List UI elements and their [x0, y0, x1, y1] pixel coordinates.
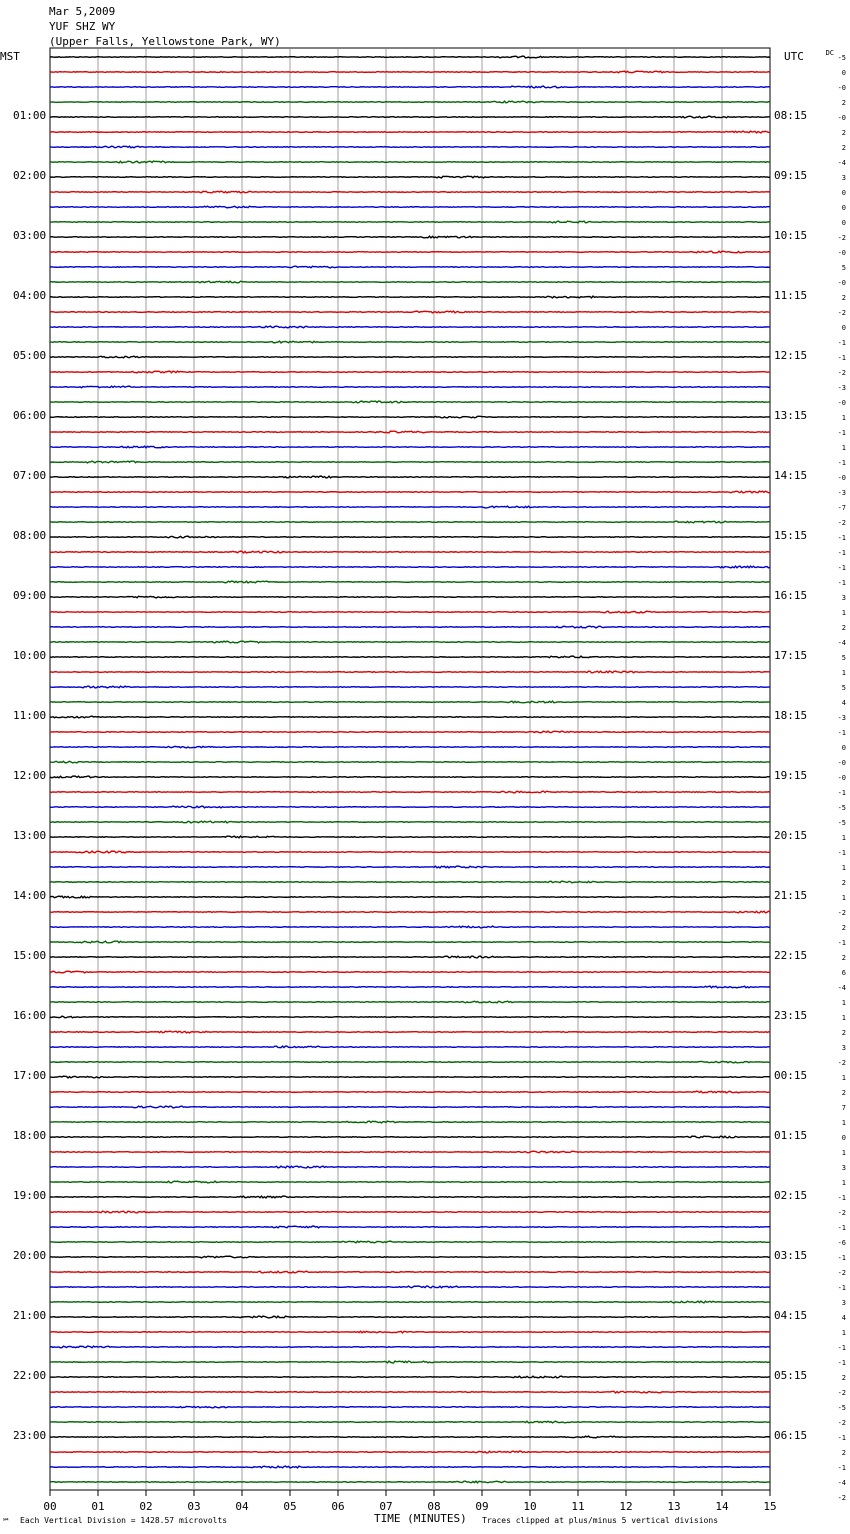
dc-offset-value: -1 [837, 1224, 846, 1232]
utc-hour-label: 14:15 [774, 469, 808, 482]
dc-offset-value: -0 [837, 474, 846, 482]
mst-hour-label: 20:00 [13, 1249, 47, 1262]
dc-offset-value: -3 [837, 714, 846, 722]
dc-offset-value: -1 [837, 789, 846, 797]
dc-offset-value: 0 [841, 204, 846, 212]
seismic-trace [50, 986, 770, 988]
dc-offset-value: 1 [841, 1179, 846, 1187]
seismic-trace [50, 1046, 770, 1048]
seismic-trace [50, 71, 770, 73]
seismic-trace [50, 1436, 770, 1438]
mst-axis-label: MST [0, 50, 20, 63]
seismic-trace [50, 611, 770, 613]
utc-hour-label: 19:15 [774, 769, 808, 782]
dc-offset-value: -1 [837, 1434, 846, 1442]
mst-hour-label: 02:00 [13, 169, 47, 182]
mst-hour-label: 23:00 [13, 1429, 47, 1442]
dc-offset-value: 1 [841, 414, 846, 422]
seismic-trace [50, 671, 770, 673]
utc-hour-label: 13:15 [774, 409, 808, 422]
seismic-trace [50, 296, 770, 298]
utc-hour-label: 01:15 [774, 1129, 808, 1142]
dc-offset-value: 2 [841, 879, 846, 887]
dc-offset-value: 5 [841, 654, 846, 662]
x-tick-label: 13 [667, 1500, 681, 1513]
dc-offset-value: 7 [841, 1104, 846, 1112]
x-tick-label: 04 [235, 1500, 249, 1513]
seismic-trace [50, 1316, 770, 1318]
seismic-trace [50, 86, 770, 88]
seismic-trace [50, 461, 770, 463]
dc-offset-value: -0 [837, 84, 846, 92]
dc-offset-value: 5 [841, 264, 846, 272]
dc-offset-value: 4 [841, 1314, 846, 1322]
seismic-trace [50, 356, 770, 358]
seismic-trace [50, 821, 770, 823]
seismic-trace [50, 491, 770, 493]
dc-offset-value: 0 [841, 219, 846, 227]
dc-offset-value: -5 [837, 1404, 846, 1412]
dc-offset-value: -2 [837, 519, 846, 527]
dc-offset-value: 2 [841, 1449, 846, 1457]
header-station: YUF SHZ WY [49, 20, 116, 33]
seismic-trace [50, 326, 770, 328]
seismic-trace [50, 626, 770, 628]
dc-offset-value: -2 [837, 1059, 846, 1067]
seismic-trace [50, 1481, 770, 1483]
seismic-trace [50, 1286, 770, 1288]
dc-offset-value: 1 [841, 1119, 846, 1127]
dc-offset-value: 2 [841, 954, 846, 962]
dc-offset-value: -2 [837, 1419, 846, 1427]
dc-offset-value: -1 [837, 1464, 846, 1472]
dc-offset-value: 0 [841, 744, 846, 752]
seismic-trace [50, 1076, 770, 1078]
dc-offset-value: 3 [841, 1299, 846, 1307]
seismic-trace [50, 716, 770, 718]
utc-hour-label: 10:15 [774, 229, 808, 242]
seismic-trace [50, 101, 770, 103]
seismic-trace [50, 1211, 770, 1213]
seismic-trace [50, 1121, 770, 1123]
mst-hour-label: 07:00 [13, 469, 47, 482]
seismic-trace [50, 1136, 770, 1138]
dc-offset-value: -1 [837, 549, 846, 557]
seismic-trace [50, 1016, 770, 1018]
seismic-trace [50, 371, 770, 373]
mst-hour-label: 12:00 [13, 769, 47, 782]
dc-offset-value: 1 [841, 609, 846, 617]
dc-offset-value: -0 [837, 759, 846, 767]
dc-offset-value: -0 [837, 249, 846, 257]
dc-offset-value: -0 [837, 399, 846, 407]
x-tick-label: 01 [91, 1500, 105, 1513]
utc-axis-label: UTC [784, 50, 804, 63]
seismic-trace [50, 251, 770, 253]
dc-offset-value: 1 [841, 1329, 846, 1337]
dc-offset-value: -4 [837, 1479, 846, 1487]
mst-hour-label: 13:00 [13, 829, 47, 842]
seismic-trace [50, 266, 770, 268]
seismic-trace [50, 1466, 770, 1468]
utc-hour-label: 15:15 [774, 529, 808, 542]
dc-offset-value: -6 [837, 1239, 846, 1247]
seismic-trace [50, 941, 770, 943]
seismic-trace [50, 1196, 770, 1198]
dc-offset-value: 1 [841, 669, 846, 677]
header-location: (Upper Falls, Yellowstone Park, WY) [49, 35, 281, 48]
mst-hour-label: 11:00 [13, 709, 47, 722]
seismic-trace [50, 56, 770, 58]
dc-offset-value: 1 [841, 1014, 846, 1022]
dc-offset-value: -0 [837, 114, 846, 122]
seismic-trace [50, 956, 770, 958]
seismic-trace [50, 1166, 770, 1168]
dc-offset-value: -7 [837, 504, 846, 512]
utc-hour-label: 22:15 [774, 949, 808, 962]
mst-hour-label: 05:00 [13, 349, 47, 362]
mst-hour-label: 10:00 [13, 649, 47, 662]
seismic-trace [50, 971, 770, 973]
seismic-trace [50, 386, 770, 388]
dc-offset-value: -1 [837, 1254, 846, 1262]
mst-hour-label: 16:00 [13, 1009, 47, 1022]
seismic-trace [50, 776, 770, 778]
utc-hour-label: 06:15 [774, 1429, 808, 1442]
dc-label: DC [825, 49, 834, 57]
dc-offset-value: -2 [837, 1494, 846, 1502]
dc-offset-value: 2 [841, 1374, 846, 1382]
dc-offset-value: -2 [837, 234, 846, 242]
dc-offset-value: -5 [837, 804, 846, 812]
seismic-trace [50, 596, 770, 598]
dc-offset-value: 3 [841, 1164, 846, 1172]
mst-hour-label: 22:00 [13, 1369, 47, 1382]
utc-hour-label: 12:15 [774, 349, 808, 362]
dc-offset-value: 1 [841, 1149, 846, 1157]
utc-hour-label: 17:15 [774, 649, 808, 662]
seismic-trace [50, 131, 770, 133]
dc-offset-value: -1 [837, 1284, 846, 1292]
dc-offset-value: -3 [837, 384, 846, 392]
x-tick-label: 03 [187, 1500, 201, 1513]
plot-frame [50, 48, 770, 1490]
seismic-trace [50, 566, 770, 568]
dc-offset-value: -1 [837, 729, 846, 737]
seismic-trace [50, 1151, 770, 1153]
seismic-trace [50, 911, 770, 913]
dc-offset-value: 0 [841, 189, 846, 197]
dc-offset-value: 3 [841, 594, 846, 602]
seismic-trace [50, 221, 770, 223]
seismic-trace [50, 1061, 770, 1063]
dc-offset-value: 6 [841, 969, 846, 977]
dc-offset-value: -1 [837, 849, 846, 857]
x-tick-label: 12 [619, 1500, 633, 1513]
dc-offset-value: 5 [841, 684, 846, 692]
dc-offset-value: 0 [841, 1134, 846, 1142]
seismic-trace [50, 746, 770, 748]
dc-offset-value: -1 [837, 579, 846, 587]
seismic-trace [50, 311, 770, 313]
seismic-trace [50, 1106, 770, 1108]
dc-offset-value: 4 [841, 699, 846, 707]
dc-offset-value: -1 [837, 1194, 846, 1202]
dc-offset-value: 3 [841, 1044, 846, 1052]
seismic-trace [50, 506, 770, 508]
seismic-trace [50, 881, 770, 883]
seismic-trace [50, 416, 770, 418]
seismic-trace [50, 851, 770, 853]
x-tick-label: 15 [763, 1500, 777, 1513]
mst-hour-label: 03:00 [13, 229, 47, 242]
mst-hour-label: 08:00 [13, 529, 47, 542]
dc-offset-value: -4 [837, 984, 846, 992]
dc-offset-value: -2 [837, 1269, 846, 1277]
utc-hour-label: 00:15 [774, 1069, 808, 1082]
dc-offset-value: 1 [841, 894, 846, 902]
seismic-trace [50, 431, 770, 433]
x-tick-label: 02 [139, 1500, 153, 1513]
dc-offset-value: 1 [841, 999, 846, 1007]
dc-offset-value: 1 [841, 444, 846, 452]
seismic-trace [50, 1376, 770, 1378]
seismic-trace [50, 401, 770, 403]
seismic-trace [50, 836, 770, 838]
mst-hour-label: 04:00 [13, 289, 47, 302]
seismic-trace [50, 176, 770, 178]
seismic-trace [50, 701, 770, 703]
seismic-trace [50, 1256, 770, 1258]
seismic-trace [50, 1226, 770, 1228]
dc-offset-value: 2 [841, 924, 846, 932]
clip-note: Traces clipped at plus/minus 5 vertical divisions [482, 1516, 719, 1525]
seismic-trace [50, 1451, 770, 1453]
seismic-trace [50, 926, 770, 928]
seismic-trace [50, 1001, 770, 1003]
dc-offset-value: -1 [837, 339, 846, 347]
dc-offset-value: 2 [841, 1089, 846, 1097]
utc-hour-label: 18:15 [774, 709, 808, 722]
seismic-trace [50, 581, 770, 583]
seismic-trace [50, 191, 770, 193]
seismic-trace [50, 1346, 770, 1348]
seismic-trace [50, 1361, 770, 1363]
dc-offset-value: 2 [841, 129, 846, 137]
utc-hour-label: 03:15 [774, 1249, 808, 1262]
mst-hour-label: 06:00 [13, 409, 47, 422]
x-tick-label: 09 [475, 1500, 489, 1513]
mst-hour-label: 19:00 [13, 1189, 47, 1202]
seismic-trace [50, 791, 770, 793]
utc-hour-label: 20:15 [774, 829, 808, 842]
seismic-trace [50, 1331, 770, 1333]
dc-offset-value: 2 [841, 99, 846, 107]
utc-hour-label: 16:15 [774, 589, 808, 602]
corner-mark: ℠ [2, 1517, 11, 1526]
utc-hour-label: 11:15 [774, 289, 808, 302]
dc-offset-value: 2 [841, 624, 846, 632]
dc-offset-value: -4 [837, 639, 846, 647]
seismic-trace [50, 896, 770, 898]
dc-offset-value: -1 [837, 534, 846, 542]
dc-offset-value: -4 [837, 159, 846, 167]
dc-offset-value: -1 [837, 354, 846, 362]
mst-hour-label: 14:00 [13, 889, 47, 902]
dc-offset-value: -1 [837, 1344, 846, 1352]
x-tick-label: 14 [715, 1500, 729, 1513]
x-tick-label: 06 [331, 1500, 345, 1513]
dc-offset-value: -1 [837, 564, 846, 572]
dc-offset-value: -2 [837, 1209, 846, 1217]
dc-offset-value: -5 [837, 819, 846, 827]
seismic-trace [50, 236, 770, 238]
dc-offset-value: -5 [837, 54, 846, 62]
seismic-trace [50, 206, 770, 208]
dc-offset-value: -1 [837, 1359, 846, 1367]
utc-hour-label: 05:15 [774, 1369, 808, 1382]
mst-hour-label: 01:00 [13, 109, 47, 122]
seismic-trace [50, 446, 770, 448]
utc-hour-label: 21:15 [774, 889, 808, 902]
dc-offset-value: -1 [837, 939, 846, 947]
dc-offset-value: -0 [837, 774, 846, 782]
dc-offset-value: 1 [841, 1074, 846, 1082]
dc-offset-value: -2 [837, 309, 846, 317]
seismic-trace [50, 656, 770, 658]
seismic-trace [50, 1391, 770, 1393]
utc-hour-label: 02:15 [774, 1189, 808, 1202]
dc-offset-value: -3 [837, 489, 846, 497]
seismic-trace [50, 161, 770, 163]
x-axis-title: TIME (MINUTES) [374, 1512, 467, 1525]
seismic-trace [50, 761, 770, 763]
dc-offset-value: -0 [837, 279, 846, 287]
x-tick-label: 08 [427, 1500, 441, 1513]
seismic-trace [50, 281, 770, 283]
seismic-trace [50, 686, 770, 688]
x-tick-label: 00 [43, 1500, 57, 1513]
dc-offset-value: -2 [837, 369, 846, 377]
seismic-trace [50, 146, 770, 148]
seismic-trace [50, 1421, 770, 1423]
utc-hour-label: 04:15 [774, 1309, 808, 1322]
seismic-trace [50, 641, 770, 643]
dc-offset-value: 2 [841, 294, 846, 302]
mst-hour-label: 21:00 [13, 1309, 47, 1322]
seismic-trace [50, 1301, 770, 1303]
header-date: Mar 5,2009 [49, 5, 116, 18]
seismic-trace [50, 1181, 770, 1183]
seismic-trace [50, 521, 770, 523]
mst-hour-label: 09:00 [13, 589, 47, 602]
x-tick-label: 05 [283, 1500, 297, 1513]
dc-offset-value: -1 [837, 429, 846, 437]
utc-hour-label: 23:15 [774, 1009, 808, 1022]
dc-offset-value: 1 [841, 834, 846, 842]
dc-offset-value: -1 [837, 459, 846, 467]
x-tick-label: 11 [571, 1500, 585, 1513]
utc-hour-label: 09:15 [774, 169, 808, 182]
seismic-trace [50, 1241, 770, 1243]
seismic-trace [50, 1031, 770, 1033]
seismic-trace [50, 806, 770, 808]
mst-hour-label: 15:00 [13, 949, 47, 962]
seismic-trace [50, 116, 770, 118]
seismic-trace [50, 1406, 770, 1407]
x-tick-label: 07 [379, 1500, 393, 1513]
dc-offset-value: 1 [841, 864, 846, 872]
utc-hour-label: 08:15 [774, 109, 808, 122]
seismic-trace [50, 341, 770, 343]
x-tick-label: 10 [523, 1500, 537, 1513]
seismic-trace [50, 536, 770, 538]
seismic-trace [50, 866, 770, 868]
scale-note: Each Vertical Division = 1428.57 microvolts [20, 1516, 228, 1525]
mst-hour-label: 18:00 [13, 1129, 47, 1142]
seismic-trace [50, 1271, 770, 1273]
dc-offset-value: 0 [841, 69, 846, 77]
mst-hour-label: 17:00 [13, 1069, 47, 1082]
seismic-trace [50, 551, 770, 553]
dc-offset-value: -2 [837, 1389, 846, 1397]
dc-offset-value: 2 [841, 144, 846, 152]
seismic-trace [50, 1091, 770, 1093]
dc-offset-value: 2 [841, 1029, 846, 1037]
dc-offset-value: -2 [837, 909, 846, 917]
seismic-trace [50, 476, 770, 478]
dc-offset-value: 0 [841, 324, 846, 332]
dc-offset-value: 3 [841, 174, 846, 182]
seismic-trace [50, 731, 770, 733]
